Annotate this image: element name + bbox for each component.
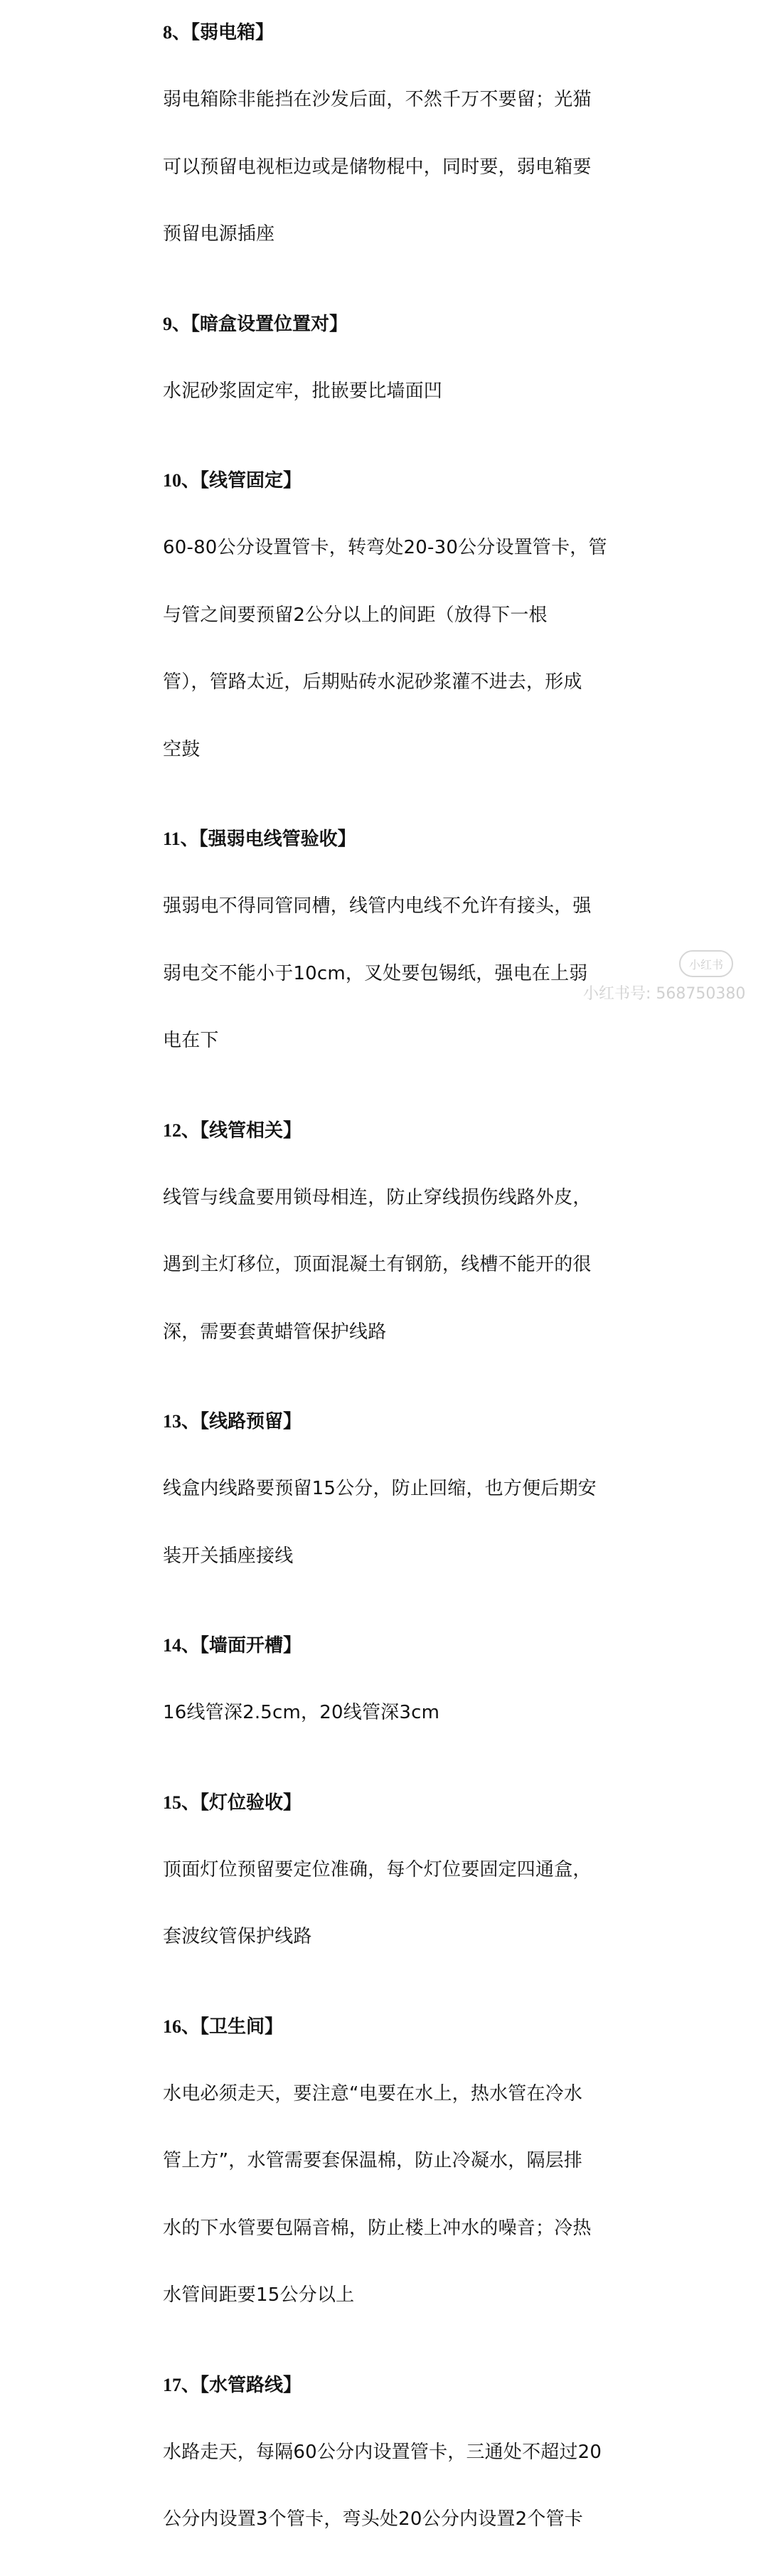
section-number: 17、	[163, 2374, 201, 2395]
section-13	[163, 1410, 607, 1612]
body-line: 管），管路太近，后期贴砖水泥砂浆灌不进去，形成	[163, 671, 582, 693]
section-title: 【线管相关】	[200, 1119, 302, 1141]
section-title: 【强弱电线管验收】	[198, 829, 356, 850]
body-line: 可以预留电视柜边或是储物棍中，同时要，弱电箱要	[163, 156, 592, 178]
body-line: 装开关插座接线	[163, 1545, 294, 1567]
section-body	[163, 1657, 607, 1769]
section-body	[163, 1433, 607, 1612]
section-heading	[163, 1410, 607, 1433]
section-body	[163, 336, 607, 448]
body-line: 水的下水管要包隔音棉，防止楼上冲水的噪音；冷热	[163, 2217, 592, 2239]
section-heading	[163, 21, 607, 44]
body-line: 水泥砂浆固定牢，批嵌要比墙面凹	[163, 380, 443, 402]
body-line: 水管间距要15公分以上	[163, 2284, 355, 2306]
section-15	[163, 1792, 607, 1994]
section-title: 【弱电箱】	[191, 22, 274, 43]
body-line: 深，需要套黄蜡管保护线路	[163, 1321, 387, 1343]
section-heading	[163, 2016, 607, 2038]
body-line: 水路走天，每隔60公分内设置管卡，三通处不超过20	[163, 2441, 602, 2463]
section-number: 8、	[163, 22, 191, 43]
section-number: 12、	[163, 1119, 201, 1141]
section-heading	[163, 1634, 607, 1657]
section-body	[163, 1814, 607, 1994]
watermark-id: 小红书号: 568750380	[583, 985, 746, 1003]
section-title: 【灯位验收】	[200, 1792, 302, 1814]
body-line: 电在下	[163, 1030, 219, 1051]
section-title: 【墙面开槽】	[200, 1635, 302, 1656]
body-line: 管上方”，水管需要套保温棉，防止冷凝水，隔层排	[163, 2150, 583, 2171]
section-heading	[163, 1792, 607, 1814]
watermark-logo: 小红书	[679, 950, 733, 977]
section-heading	[163, 313, 607, 336]
section-12	[163, 1119, 607, 1389]
body-line: 水电必须走天，要注意“电要在水上，热水管在冷水	[163, 2082, 583, 2104]
section-title: 【暗盒设置位置对】	[191, 313, 348, 335]
body-line: 线管与线盒要用锁母相连，防止穿线损伤线路外皮，	[163, 1186, 592, 1208]
section-title: 【水管路线】	[200, 2374, 302, 2396]
body-line: 与管之间要预留2公分以上的间距（放得下一根	[163, 604, 548, 626]
body-line: 16线管深2.5cm，20线管深3cm	[163, 1702, 440, 1723]
section-number: 16、	[163, 2016, 201, 2037]
body-line: 预留电源插座	[163, 223, 275, 245]
section-title: 【线管固定】	[200, 470, 302, 491]
section-17	[163, 2374, 607, 2576]
section-body	[163, 44, 607, 291]
body-line: 空鼓	[163, 738, 201, 760]
section-body	[163, 1142, 607, 1389]
section-16	[163, 2016, 607, 2352]
section-number: 10、	[163, 470, 201, 491]
section-heading	[163, 828, 607, 851]
section-9	[163, 313, 607, 448]
body-line: 60-80公分设置管卡，转弯处20-30公分设置管卡，管	[163, 537, 607, 558]
body-line: 强弱电不得同管同槽，线管内电线不允许有接头，强	[163, 895, 592, 917]
section-heading	[163, 2374, 607, 2397]
body-line: 弱电箱除非能挡在沙发后面，不然千万不要留；光猫	[163, 89, 592, 110]
section-10	[163, 469, 607, 806]
body-line: 套波纹管保护线路	[163, 1926, 312, 1947]
section-body	[163, 492, 607, 806]
section-heading	[163, 469, 607, 492]
section-number: 13、	[163, 1411, 201, 1432]
section-body	[163, 851, 607, 1097]
section-number: 14、	[163, 1635, 201, 1656]
body-line: 线盒内线路要预留15公分，防止回缩，也方便后期安	[163, 1478, 597, 1499]
article-content	[163, 21, 607, 2576]
section-body	[163, 2038, 607, 2352]
section-number: 9、	[163, 313, 191, 334]
section-8	[163, 21, 607, 291]
section-body	[163, 2397, 607, 2576]
section-title: 【卫生间】	[200, 2016, 284, 2038]
section-heading	[163, 1119, 607, 1142]
section-14	[163, 1634, 607, 1769]
section-number: 15、	[163, 1792, 201, 1813]
section-11	[163, 828, 607, 1097]
section-title: 【线路预留】	[200, 1411, 302, 1432]
body-line: 公分内设置3个管卡，弯头处20公分内设置2个管卡	[163, 2508, 583, 2530]
body-line: 顶面灯位预留要定位准确，每个灯位要固定四通盒，	[163, 1858, 592, 1880]
body-line: 遇到主灯移位，顶面混凝土有钢筋，线槽不能开的很	[163, 1254, 592, 1275]
body-line: 弱电交不能小于10cm，叉处要包锡纸，强电在上弱	[163, 962, 588, 984]
section-number: 11、	[163, 829, 199, 849]
